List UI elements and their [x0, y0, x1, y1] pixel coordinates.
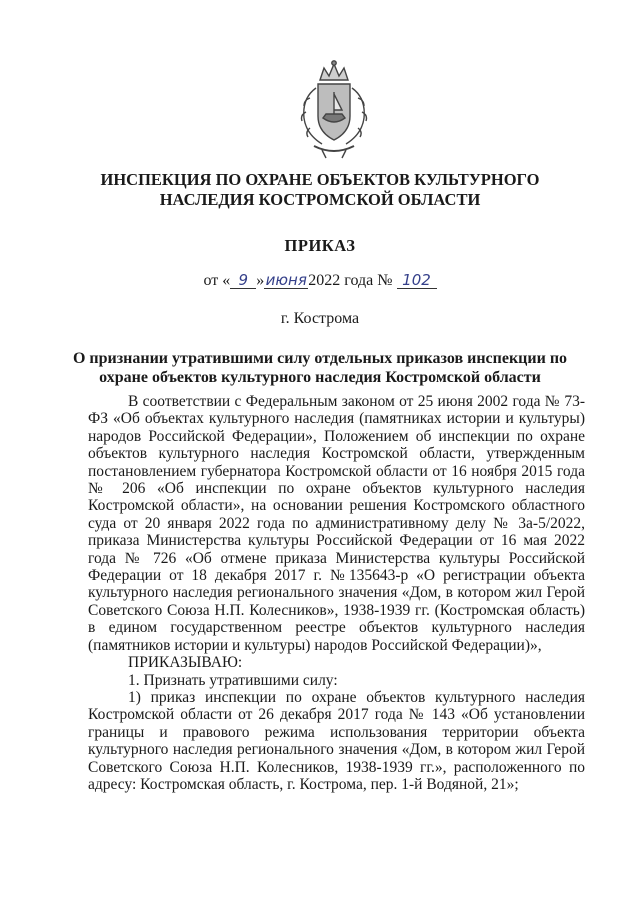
authority-header-line1: ИНСПЕКЦИЯ ПО ОХРАНЕ ОБЪЕКТОВ КУЛЬТУРНОГО [100, 170, 540, 189]
authority-header [60, 170, 580, 210]
handwritten-month: июня [265, 271, 307, 289]
date-mid: » [256, 272, 265, 289]
document-title: ПРИКАЗ [284, 236, 356, 255]
authority-header-line2: НАСЛЕДИЯ КОСТРОМСКОЙ ОБЛАСТИ [159, 190, 481, 209]
order-subject [70, 349, 570, 387]
coat-of-arms-emblem [292, 58, 376, 160]
city-line: г. Кострома [280, 310, 360, 327]
date-line [0, 272, 640, 290]
handwritten-day: 9 [230, 272, 256, 289]
order-word: ПРИКАЗЫВАЮ: [128, 654, 243, 672]
handwritten-order-number: 102 [397, 272, 437, 289]
order-body [88, 393, 585, 793]
preamble-paragraph: В соответствии с Федеральным законом от 25 июня 2002 года № 73-ФЗ «Об объектах культурного наследия (памятниках истории и культуры) народов Российской Федерации», Положением об инспекции по охране объектов культурного наследия Костромской области, утвержденным постановлением губернатора Костромской области от 16 ноября 2015 года № 206 «Об инспекции по охране объектов культурного наследия Костромской области», на основании решения Костромского областного суда от 20 января 2022 года по административному делу № 3а-5/2022, приказа Министерства культуры Российской Федерации от 16 мая 2022 года № 726 «Об отмене приказа Министерства культуры Российской Федерации от 18 декабря 2017 г. №135643-р «О регистрации объекта культурного наследия регионального значения «Дом, в котором жил Герой Советского Союза Н.П. Колесников», 1938-1939 гг. (Костромская область) в едином государственном реестре объектов культурного наследия (памятников истории и культуры) народов Российской Федерации)», [88, 393, 585, 654]
date-year: 2022 года № [308, 272, 393, 289]
order-subject-line1: О признании утратившими силу отдельных приказов инспекции по [72, 350, 568, 367]
date-prefix: от « [203, 272, 231, 289]
order-subject-line2: охране объектов культурного наследия Костромской области [99, 369, 541, 386]
item-1: 1. Признать утратившими силу: [128, 671, 338, 689]
item-1-1: 1) приказ инспекции по охране объектов культурного наследия Костромской области от 26 декабря 2017 года № 143 «Об установлении границы и правового режима использования территории объекта культурного наследия регионального значения «Дом, в котором жил Герой Советского Союза Н.П. Колесников, 1938-1939 гг.», расположенного по адресу: Костромская область, г. Кострома, пер. 1-й Водяной, 21»; [88, 688, 585, 793]
